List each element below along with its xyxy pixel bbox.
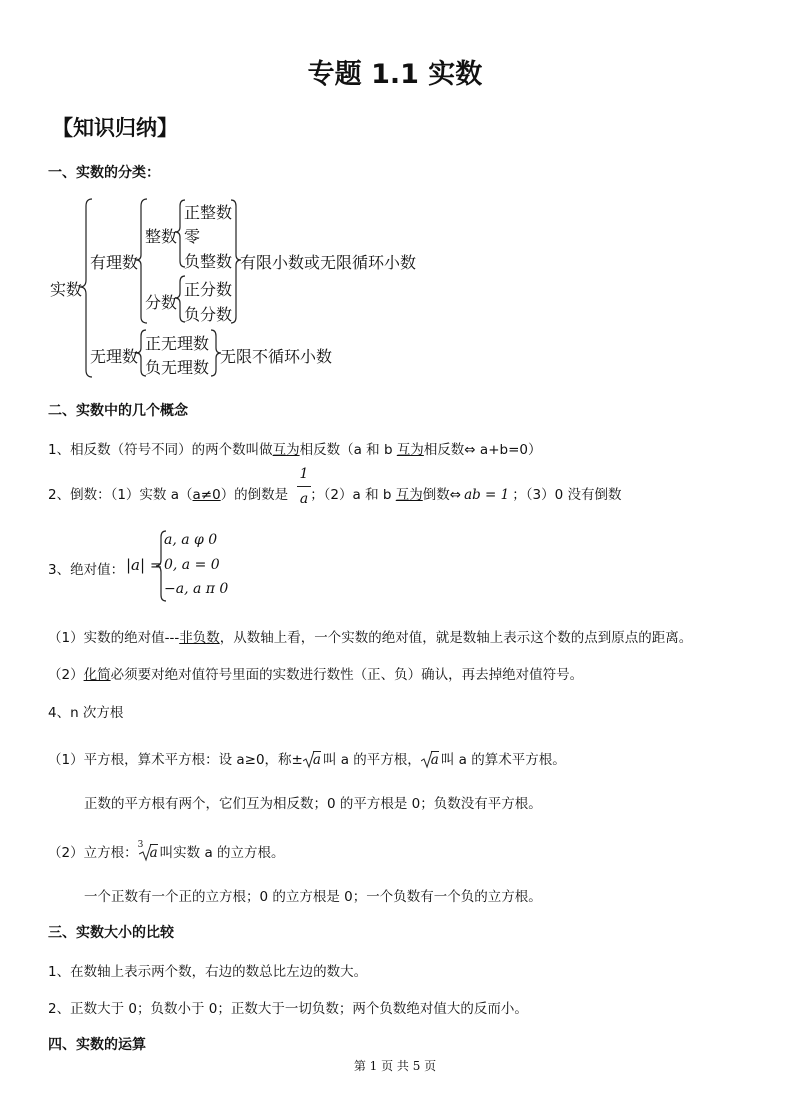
tree-rational: 有理数	[90, 253, 139, 272]
radicand: a	[149, 845, 158, 861]
text-segment: ，从数轴上看，一个实数的绝对值，就是数轴上表示这个数的点到原点的距离。	[219, 630, 693, 646]
underlined-term: a≠0	[192, 487, 221, 503]
item-square-root	[48, 748, 566, 768]
tree-neg-irr: 负无理数	[145, 358, 210, 377]
text-segment: （1）实数的绝对值---	[48, 630, 180, 646]
fraction-bar	[297, 486, 311, 487]
formula-ab: ab = 1	[464, 487, 510, 503]
text-segment: （2）立方根：	[48, 845, 138, 861]
tree-neg-frac: 负分数	[184, 305, 233, 324]
cube-root-note: 一个正数有一个正的立方根；0 的立方根是 0；一个负数有一个负的立方根。	[84, 889, 542, 905]
underlined-term: 非负数	[179, 630, 220, 646]
radical-index: 3	[137, 840, 144, 850]
tree-neg-int: 负整数	[184, 252, 233, 271]
text-segment: ；（3）0 没有倒数	[512, 487, 622, 503]
text-segment: 2、倒数：（1）实数 a（	[48, 487, 193, 503]
note-absolute-2	[48, 663, 583, 683]
compare-item-1: 1、在数轴上表示两个数，右边的数总比左边的数大。	[48, 964, 368, 980]
tree-rational-note: 有限小数或无限循环小数	[240, 253, 417, 272]
fraction-numerator: 1	[299, 466, 309, 482]
underlined-term: 互为	[395, 487, 423, 503]
text-segment: 叫实数 a 的立方根。	[159, 845, 285, 861]
radicand: a	[430, 752, 439, 768]
underlined-term: 互为	[396, 442, 424, 458]
underlined-term: 化简	[83, 667, 111, 683]
square-root-note: 正数的平方根有两个，它们互为相反数；0 的平方根是 0；负数没有平方根。	[84, 796, 542, 812]
text-segment: 倒数⇔	[422, 487, 462, 503]
fraction-denominator: a	[299, 491, 309, 507]
item-reciprocal	[48, 483, 621, 503]
section-3-heading: 三、实数大小的比较	[48, 925, 174, 941]
section-header: 【知识归纳】	[52, 115, 178, 140]
text-segment: 1、相反数（符号不同）的两个数叫做	[48, 442, 273, 458]
radical-1	[303, 752, 321, 768]
section-4-heading: 四、实数的运算	[48, 1037, 146, 1053]
item-opposite	[48, 438, 541, 458]
case-negative: −a, a π 0	[164, 581, 229, 597]
item-cube-root	[48, 841, 285, 861]
section-1-heading: 一、实数的分类：	[48, 165, 160, 181]
tree-pos-frac: 正分数	[184, 280, 233, 299]
text-segment: 相反数⇔ a+b=0）	[423, 442, 542, 458]
text-segment: 叫 a 的平方根，	[322, 752, 421, 768]
tree-irrational: 无理数	[90, 347, 139, 366]
text-segment: （1）平方根，算术平方根：设 a≥0，称±	[48, 752, 303, 768]
tree-irrational-note: 无限不循环小数	[220, 347, 333, 366]
tree-zero: 零	[184, 227, 201, 246]
section-2-heading: 二、实数中的几个概念	[48, 403, 188, 419]
tree-fraction: 分数	[145, 293, 178, 312]
classification-braces	[0, 0, 790, 400]
text-segment: 必须要对绝对值符号里面的实数进行数性（正、负）确认，再去掉绝对值符号。	[110, 667, 584, 683]
note-absolute-1	[48, 626, 692, 646]
radicand: a	[312, 752, 321, 768]
text-segment: ）的倒数是	[220, 487, 289, 503]
tree-real: 实数	[50, 280, 83, 299]
absolute-value-lhs: |a| =	[126, 556, 163, 574]
item-nth-root: 4、n 次方根	[48, 705, 124, 721]
tree-pos-irr: 正无理数	[145, 334, 210, 353]
tree-integer: 整数	[145, 227, 178, 246]
absolute-value-label: 3、绝对值：	[48, 562, 125, 578]
page-footer: 第 1 页 共 5 页	[353, 1059, 437, 1073]
text-segment: 叫 a 的算术平方根。	[440, 752, 566, 768]
text-segment: 相反数（a 和 b	[299, 442, 397, 458]
underlined-term: 互为	[272, 442, 300, 458]
case-zero: 0, a = 0	[164, 557, 220, 573]
radical-2	[421, 752, 439, 768]
case-positive: a, a φ 0	[164, 532, 218, 548]
text-segment: ；（2）a 和 b	[310, 487, 396, 503]
cube-radical	[137, 840, 158, 861]
tree-pos-int: 正整数	[184, 203, 233, 222]
compare-item-2: 2、正数大于 0；负数小于 0；正数大于一切负数；两个负数绝对值大的反而小。	[48, 1001, 528, 1017]
text-segment: （2）	[48, 667, 84, 683]
page-title: 专题 1.1 实数	[307, 59, 483, 90]
